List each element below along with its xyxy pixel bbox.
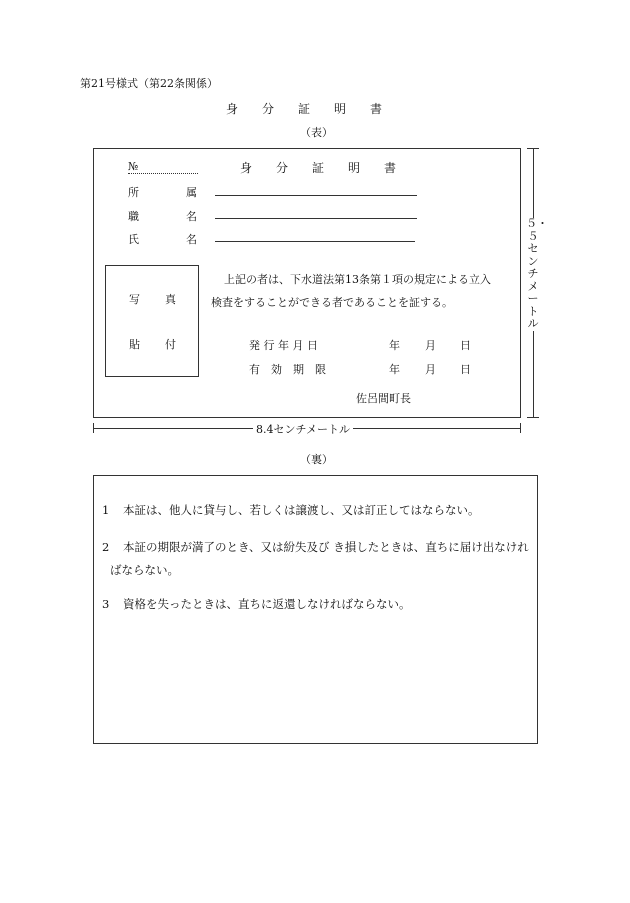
statement-line-2: 検査をすることができる者であることを証する。 bbox=[211, 296, 453, 309]
rule-2-num: 2 bbox=[102, 540, 110, 554]
field-label-name-a: 氏 bbox=[128, 233, 139, 246]
number-dotted-line bbox=[128, 173, 198, 174]
width-dim-label: 8.4センチメートル bbox=[253, 421, 353, 437]
card-title: 身 分 証 明 書 bbox=[240, 161, 397, 175]
rule-1-text: 本証は、他人に貸与し、若しくは譲渡し、又は訂正してはならない。 bbox=[123, 503, 480, 517]
photo-text-2a: 貼 bbox=[129, 338, 140, 351]
field-label-position-b: 名 bbox=[186, 210, 197, 223]
front-label: （表） bbox=[300, 126, 333, 139]
affiliation-line bbox=[215, 195, 417, 196]
form-id: 第21号様式（第22条関係） bbox=[80, 77, 218, 90]
photo-text-2b: 付 bbox=[165, 338, 176, 351]
rule-1-num: 1 bbox=[102, 503, 110, 517]
photo-text-1a: 写 bbox=[129, 293, 140, 306]
document-title: 身 分 証 明 書 bbox=[226, 102, 383, 116]
rule-3-text: 資格を失ったときは、直ちに返還しなければならない。 bbox=[123, 597, 411, 611]
issue-year: 年 bbox=[389, 339, 400, 352]
valid-until-label: 有 効 期 限 bbox=[249, 363, 326, 376]
issue-day: 日 bbox=[460, 339, 471, 352]
statement-line-1: 上記の者は、下水道法第13条第１項の規定による立入 bbox=[224, 273, 491, 286]
back-label: （裏） bbox=[300, 453, 333, 466]
photo-box bbox=[105, 265, 199, 377]
number-label: № bbox=[128, 160, 139, 173]
name-line bbox=[215, 241, 415, 242]
photo-text-1b: 真 bbox=[165, 293, 176, 306]
valid-month: 月 bbox=[425, 363, 436, 376]
field-label-affiliation-b: 属 bbox=[186, 186, 197, 199]
field-label-name-b: 名 bbox=[186, 233, 197, 246]
field-label-position-a: 職 bbox=[128, 210, 139, 223]
valid-day: 日 bbox=[460, 363, 471, 376]
rule-2-continuation: ばならない。 bbox=[110, 563, 179, 577]
field-label-affiliation-a: 所 bbox=[128, 186, 139, 199]
issuer: 佐呂間町長 bbox=[356, 392, 411, 405]
issue-month: 月 bbox=[425, 339, 436, 352]
position-line bbox=[215, 218, 417, 219]
height-dim-label: ５・５センチメートル bbox=[526, 217, 548, 330]
rule-2-text: 本証の期限が満了のとき、又は紛失及び き損したときは、直ちに届け出なけれ bbox=[123, 540, 529, 554]
rule-3-num: 3 bbox=[102, 597, 110, 611]
width-dim-right-tick bbox=[520, 423, 521, 433]
issue-date-label: 発 行 年 月 日 bbox=[249, 339, 318, 352]
valid-year: 年 bbox=[389, 363, 400, 376]
